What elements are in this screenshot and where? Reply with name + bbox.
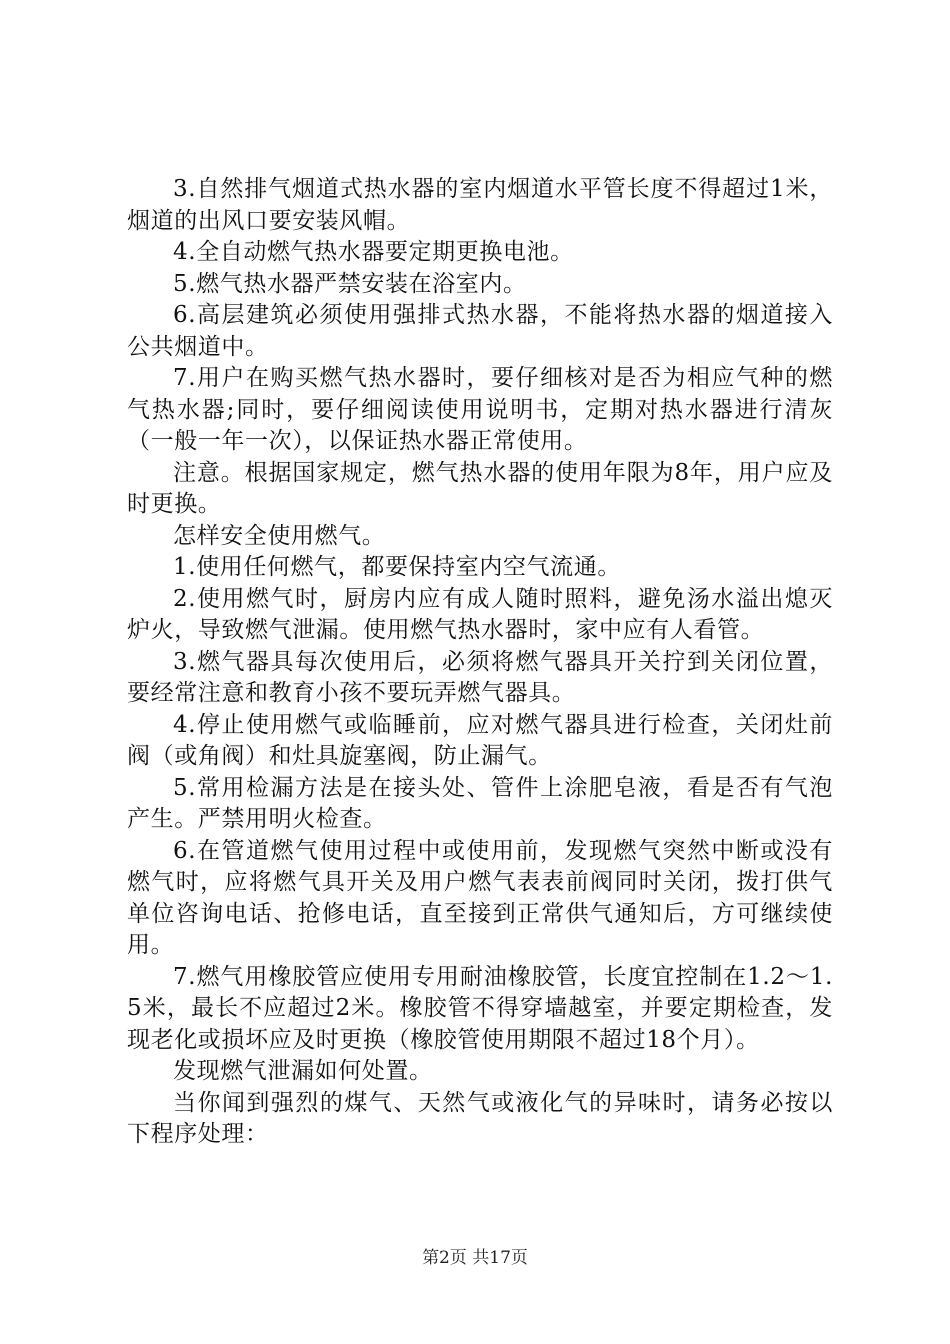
paragraph: 4.停止使用燃气或临睡前，应对燃气器具进行检查，关闭灶前阀（或角阀）和灶具旋塞阀，防止漏气。 [127, 711, 833, 769]
paragraph: 6.在管道燃气使用过程中或使用前，发现燃气突然中断或没有燃气时，应将燃气具开关及用户燃气表表前阀同时关闭，拨打供气单位咨询电话、抢修电话，直至接到正常供气通知后，方可继续使用。 [127, 837, 833, 958]
paragraph: 1.使用任何燃气，都要保持室内空气流通。 [173, 554, 621, 580]
paragraph: 当你闻到强烈的煤气、天然气或液化气的异味时，请务必按以下程序处理： [127, 1089, 833, 1147]
paragraph: 2.使用燃气时，厨房内应有成人随时照料，避免汤水溢出熄灭炉火，导致燃气泄漏。使用燃气热水器时，家中应有人看管。 [127, 585, 833, 643]
paragraph: 6.高层建筑必须使用强排式热水器，不能将热水器的烟道接入公共烟道中。 [127, 302, 833, 360]
paragraph: 7.用户在购买燃气热水器时，要仔细核对是否为相应气种的燃气热水器;同时，要仔细阅读使用说明书，定期对热水器进行清灰（一般一年一次），以保证热水器正常使用。 [127, 365, 833, 454]
paragraph: 5.燃气热水器严禁安装在浴室内。 [173, 270, 527, 297]
section-heading: 怎样安全使用燃气。 [173, 522, 386, 549]
paragraph: 7.燃气用橡胶管应使用专用耐油橡胶管，长度宜控制在1.2～1.5米，最长不应超过2米。橡胶管不得穿墙越室，并要定期检查，发现老化或损坏应及时更换（橡胶管使用期限不超过18个月）。 [127, 963, 833, 1053]
paragraph: 3.自然排气烟道式热水器的室内烟道水平管长度不得超过1米，烟道的出风口要安装风帽。 [127, 176, 833, 234]
paragraph: 注意。根据国家规定，燃气热水器的使用年限为8年，用户应及时更换。 [127, 459, 833, 517]
paragraph: 5.常用检漏方法是在接头处、管件上涂肥皂液，看是否有气泡产生。严禁用明火检查。 [127, 774, 833, 832]
paragraph: 4.全自动燃气热水器要定期更换电池。 [173, 239, 574, 265]
page-footer: 第2页 共17页 [422, 1248, 528, 1268]
section-heading: 发现燃气泄漏如何处置。 [173, 1058, 433, 1084]
paragraph: 3.燃气器具每次使用后，必须将燃气器具开关拧到关闭位置，要经常注意和教育小孩不要玩弄燃气器具。 [127, 648, 833, 706]
document-body [127, 174, 833, 1151]
